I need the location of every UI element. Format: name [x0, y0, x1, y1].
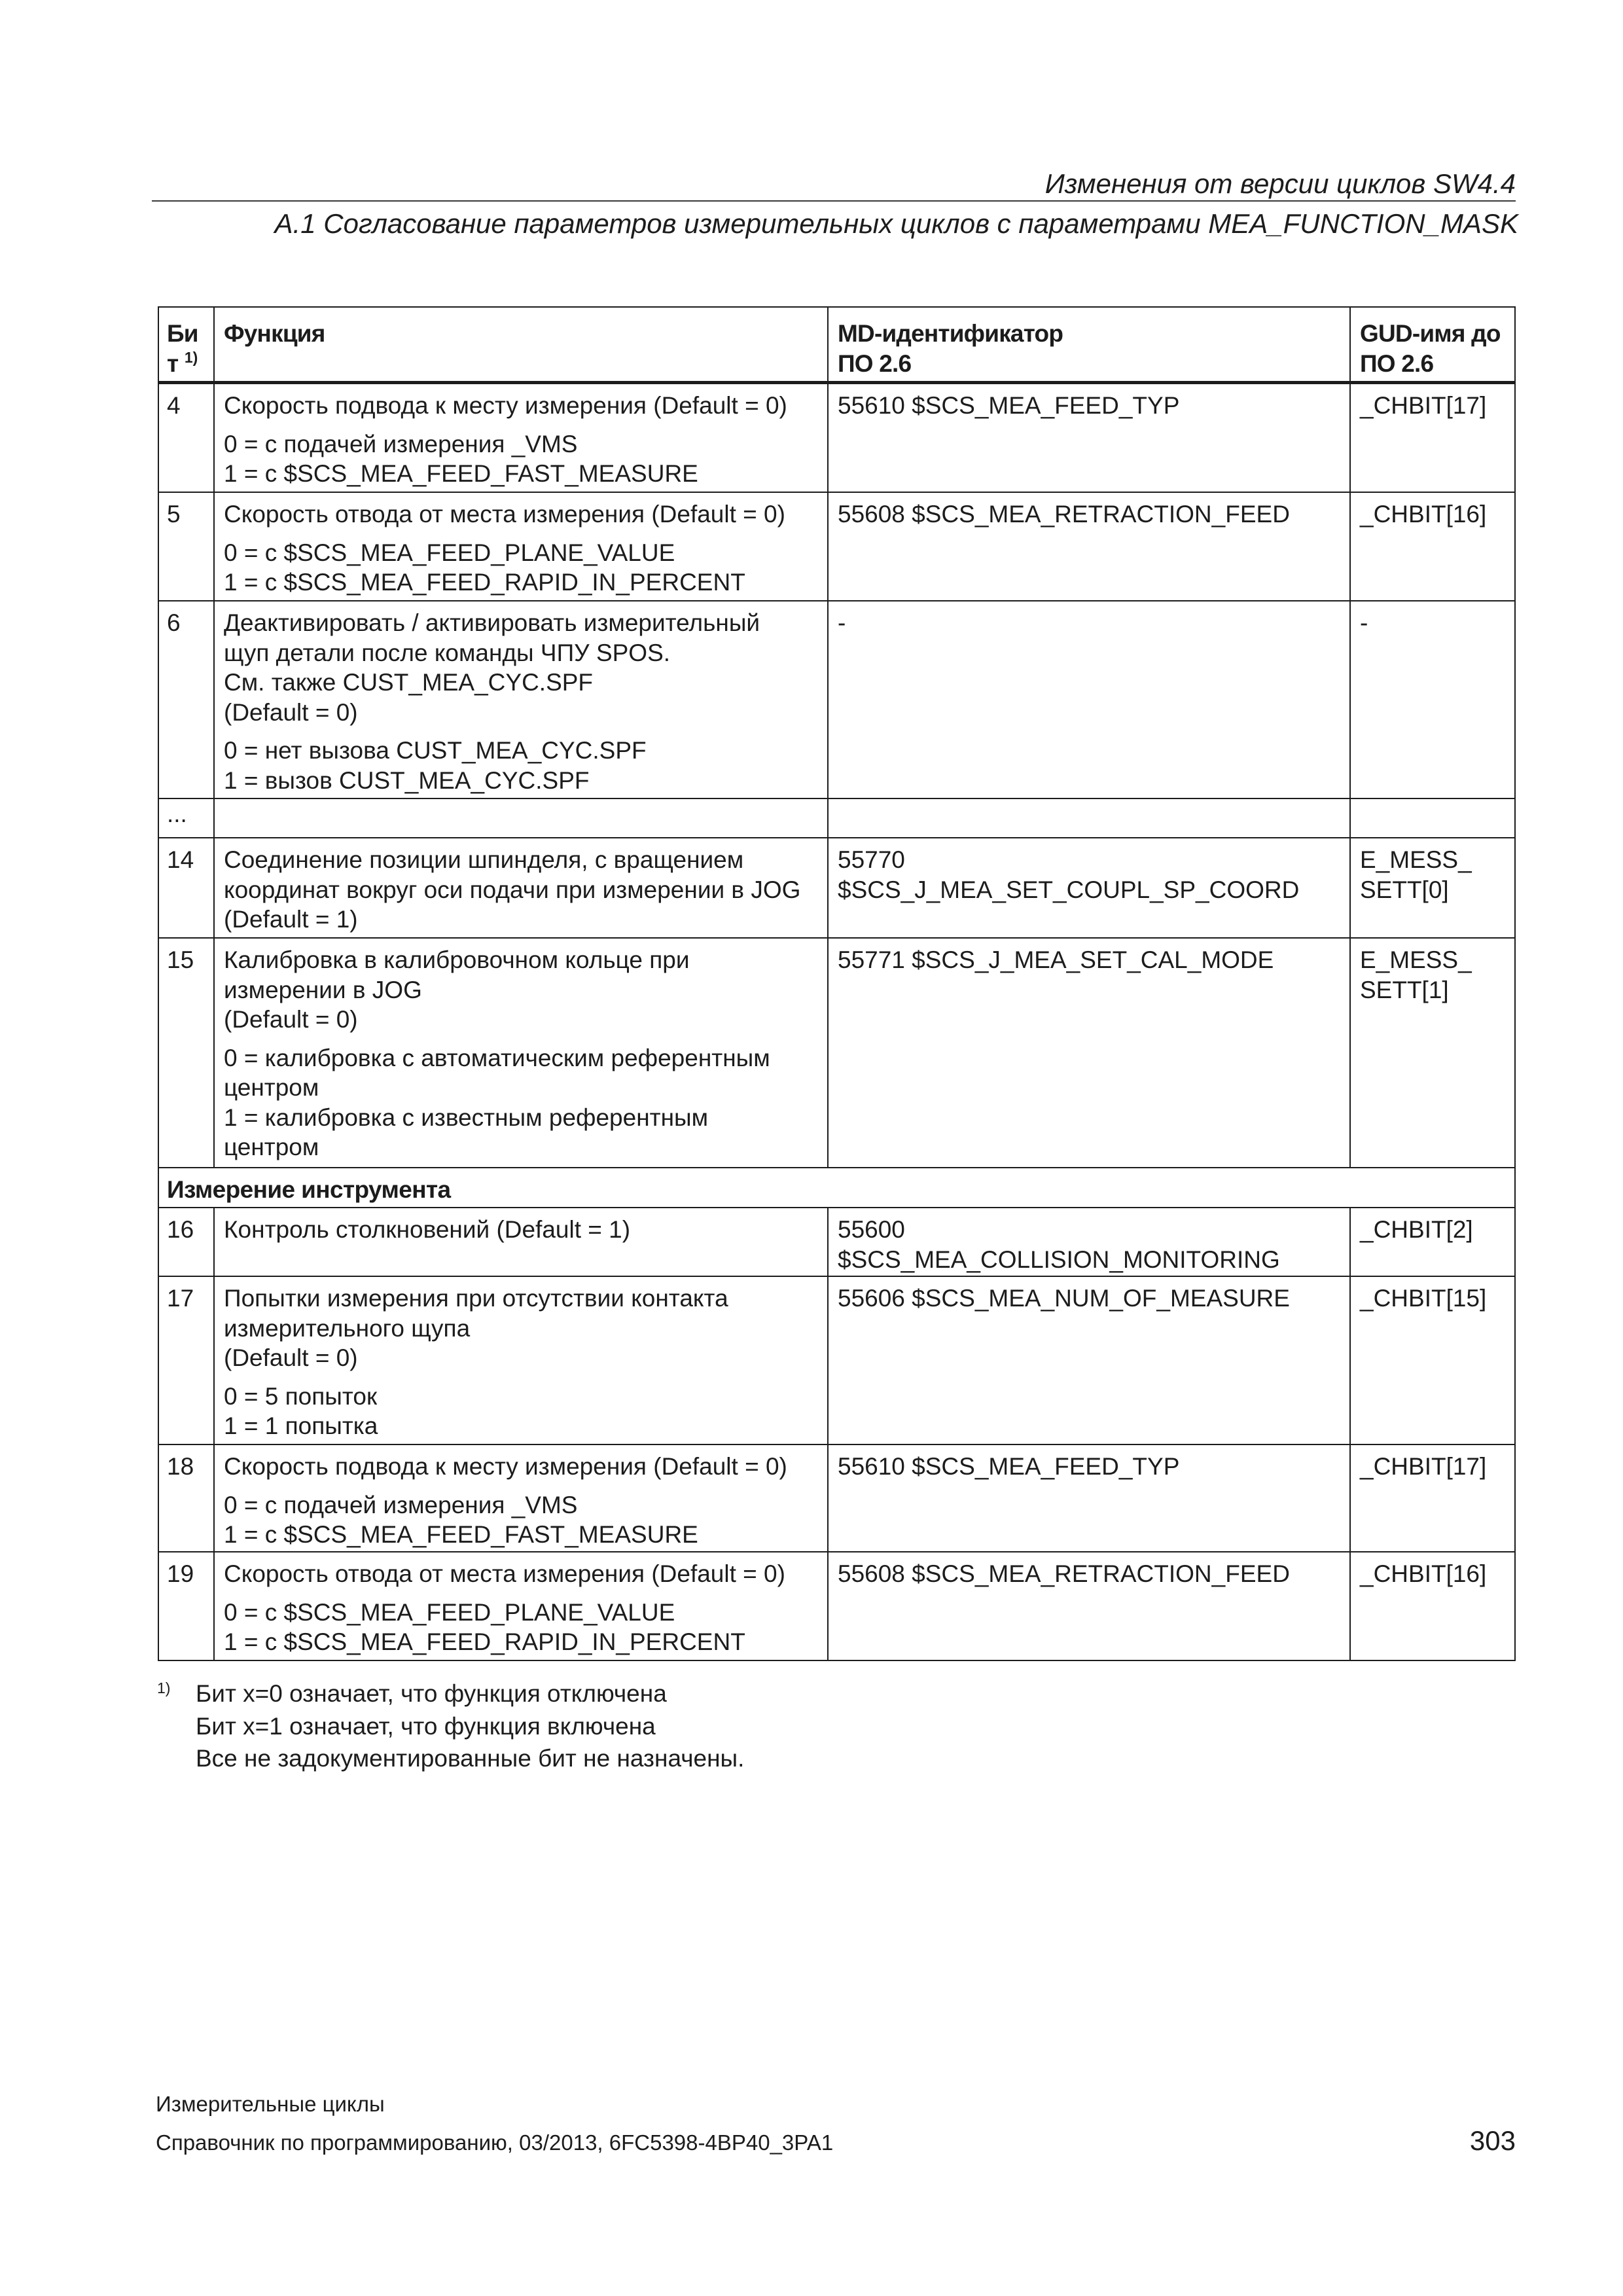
function-cell	[215, 493, 829, 600]
bit-number: 19	[167, 1560, 194, 1587]
gud-name-cell	[1351, 1552, 1514, 1660]
footnote-line: Все не задокументированные бит не назначены.	[196, 1745, 745, 1772]
bit-cell	[159, 1445, 215, 1551]
md-identifier: 55608 $SCS_MEA_RETRACTION_FEED	[838, 1560, 1290, 1587]
md-identifier: 55600	[838, 1216, 905, 1243]
function-options	[224, 1043, 823, 1162]
gud-name-cell	[1351, 1277, 1514, 1444]
bit-cell	[159, 1277, 215, 1444]
gud-name: E_MESS_	[1360, 946, 1472, 973]
function-line: центром	[224, 1074, 319, 1101]
bit-number: 6	[167, 609, 181, 636]
md-identifier-cell	[829, 1552, 1351, 1660]
function-cell	[215, 1445, 829, 1551]
table-section-title: Измерение инструмента	[167, 1176, 451, 1203]
footer-reference: Справочник по программированию, 03/2013, 6FC5398-4BP40_3PA1	[156, 2130, 834, 2155]
function-line: центром	[224, 1134, 319, 1160]
gud-name: _CHBIT[16]	[1360, 1560, 1487, 1587]
footer-book-title: Измерительные циклы	[156, 2092, 385, 2116]
gud-name-cell	[1351, 1208, 1514, 1276]
function-line: 1 = с $SCS_MEA_FEED_FAST_MEASURE	[224, 1521, 698, 1548]
column-header-function-label: Функция	[224, 320, 325, 347]
function-options	[224, 1490, 823, 1550]
function-description	[224, 1559, 823, 1589]
function-line: щуп детали после команды ЧПУ SPOS.	[224, 639, 671, 666]
bit-cell	[159, 939, 215, 1167]
footnote-line: Бит x=0 означает, что функция отключена	[196, 1680, 667, 1707]
column-header-bit	[159, 308, 215, 381]
function-line: Скорость подвода к месту измерения (Default = 0)	[224, 392, 787, 419]
gud-name-cell	[1351, 799, 1514, 837]
md-identifier: 55608 $SCS_MEA_RETRACTION_FEED	[838, 501, 1290, 528]
bit-cell	[159, 1208, 215, 1276]
md-identifier: $SCS_MEA_COLLISION_MONITORING	[838, 1246, 1280, 1273]
gud-name: E_MESS_	[1360, 846, 1472, 873]
footnote-text	[196, 1677, 744, 1775]
gud-name: SETT[1]	[1360, 976, 1449, 1003]
function-line: 1 = с $SCS_MEA_FEED_RAPID_IN_PERCENT	[224, 1628, 745, 1655]
function-line: Контроль столкновений (Default = 1)	[224, 1216, 631, 1243]
table-row	[159, 1208, 1514, 1277]
function-line: Скорость отвода от места измерения (Default = 0)	[224, 1560, 785, 1587]
table-row	[159, 1552, 1514, 1660]
gud-name-cell	[1351, 493, 1514, 600]
function-options	[224, 736, 823, 795]
md-identifier-cell	[829, 1208, 1351, 1276]
column-header-bit-text: т	[167, 350, 179, 377]
function-line: (Default = 0)	[224, 1344, 358, 1371]
bit-number: 16	[167, 1216, 194, 1243]
bit-cell	[159, 1552, 215, 1660]
function-cell	[215, 838, 829, 937]
function-cell	[215, 1277, 829, 1444]
gud-name: -	[1360, 609, 1368, 636]
function-options	[224, 429, 823, 489]
footnote-line: Бит x=1 означает, что функция включена	[196, 1712, 656, 1740]
md-identifier: 55770	[838, 846, 905, 873]
table-row	[159, 601, 1514, 799]
table-row	[159, 838, 1514, 939]
gud-name-cell	[1351, 838, 1514, 937]
md-identifier: 55606 $SCS_MEA_NUM_OF_MEASURE	[838, 1285, 1290, 1312]
header-rule	[152, 200, 1516, 202]
md-identifier-cell	[829, 1277, 1351, 1444]
column-header-bit-line	[167, 349, 209, 382]
column-header-gud-line: ПО 2.6	[1360, 350, 1434, 377]
md-identifier-cell	[829, 493, 1351, 600]
function-line: 0 = калибровка с автоматическим референтным	[224, 1044, 770, 1071]
mea-function-mask-table	[158, 306, 1516, 1661]
function-description	[224, 945, 823, 1035]
function-description	[224, 608, 823, 727]
function-line: (Default = 1)	[224, 906, 358, 933]
function-cell	[215, 1552, 829, 1660]
gud-name-cell	[1351, 939, 1514, 1167]
function-line: измерительного щупа	[224, 1314, 471, 1342]
table-row	[159, 384, 1514, 493]
md-identifier-cell	[829, 838, 1351, 937]
md-identifier-cell	[829, 1445, 1351, 1551]
bit-number: 15	[167, 946, 194, 973]
function-description	[224, 1215, 823, 1245]
column-header-md	[829, 308, 1351, 381]
function-cell	[215, 799, 829, 837]
function-line: 1 = вызов CUST_MEA_CYC.SPF	[224, 766, 590, 794]
md-identifier: $SCS_J_MEA_SET_COUPL_SP_COORD	[838, 876, 1300, 903]
md-identifier: 55610 $SCS_MEA_FEED_TYP	[838, 1453, 1180, 1480]
page-number: 303	[1469, 2125, 1516, 2156]
footnote-marker: 1)	[157, 1679, 171, 1696]
column-header-gud	[1351, 308, 1514, 381]
function-line: Соединение позиции шпинделя, с вращением	[224, 846, 744, 873]
table-row	[159, 493, 1514, 601]
function-line: 0 = с подачей измерения _VMS	[224, 430, 578, 457]
bit-cell	[159, 384, 215, 492]
gud-name: SETT[0]	[1360, 876, 1449, 903]
column-header-md-line: MD-идентификатор	[838, 320, 1063, 347]
chapter-title: Изменения от версии циклов SW4.4	[1044, 168, 1516, 199]
function-line: 0 = 5 попыток	[224, 1382, 378, 1410]
function-line: Деактивировать / активировать измерительный	[224, 609, 760, 636]
function-description	[224, 1452, 823, 1482]
table-row-ellipsis	[159, 799, 1514, 838]
bit-cell	[159, 601, 215, 798]
function-description	[224, 1283, 823, 1373]
function-line: Скорость подвода к месту измерения (Default = 0)	[224, 1453, 787, 1480]
function-line: 1 = калибровка с известным референтным	[224, 1103, 709, 1131]
md-identifier-cell	[829, 939, 1351, 1167]
gud-name: _CHBIT[16]	[1360, 501, 1487, 528]
md-identifier: 55610 $SCS_MEA_FEED_TYP	[838, 392, 1180, 419]
bit-number: 17	[167, 1285, 194, 1312]
gud-name-cell	[1351, 601, 1514, 798]
function-cell	[215, 601, 829, 798]
function-line: 1 = с $SCS_MEA_FEED_FAST_MEASURE	[224, 460, 698, 487]
function-line: (Default = 0)	[224, 698, 358, 726]
function-line: измерении в JOG	[224, 976, 422, 1003]
function-options	[224, 1382, 823, 1441]
md-identifier: 55771 $SCS_J_MEA_SET_CAL_MODE	[838, 946, 1274, 973]
gud-name: _CHBIT[2]	[1360, 1216, 1473, 1243]
table-section-row	[159, 1168, 1514, 1208]
function-line: 0 = с $SCS_MEA_FEED_PLANE_VALUE	[224, 1598, 675, 1626]
function-description	[224, 499, 823, 529]
md-identifier: -	[838, 609, 846, 636]
bit-ellipsis: ...	[167, 800, 187, 827]
md-identifier-cell	[829, 384, 1351, 492]
bit-number: 4	[167, 392, 181, 419]
gud-name: _CHBIT[15]	[1360, 1285, 1487, 1312]
column-header-bit-line: Би	[167, 320, 198, 347]
column-header-gud-line: GUD-имя до	[1360, 320, 1501, 347]
function-cell	[215, 384, 829, 492]
bit-cell	[159, 838, 215, 937]
function-description	[224, 845, 823, 935]
section-title: A.1 Согласование параметров измерительных циклов с параметрами MEA_FUNCTION_MASK	[274, 208, 1518, 239]
gud-name-cell	[1351, 384, 1514, 492]
function-options	[224, 538, 823, 598]
bit-cell	[159, 799, 215, 837]
table-header-row	[159, 308, 1514, 384]
footnote-reference: 1)	[184, 348, 198, 366]
column-header-function	[215, 308, 829, 381]
function-line: координат вокруг оси подачи при измерении в JOG	[224, 876, 801, 903]
bit-cell	[159, 493, 215, 600]
function-options	[224, 1598, 823, 1657]
function-line: 0 = нет вызова CUST_MEA_CYC.SPF	[224, 737, 647, 764]
function-line: (Default = 0)	[224, 1006, 358, 1033]
md-identifier-cell	[829, 601, 1351, 798]
column-header-md-line: ПО 2.6	[838, 350, 912, 377]
function-description	[224, 391, 823, 421]
function-cell	[215, 1208, 829, 1276]
function-line: См. также CUST_MEA_CYC.SPF	[224, 669, 594, 696]
bit-number: 18	[167, 1453, 194, 1480]
bit-number: 5	[167, 501, 181, 528]
function-line: Калибровка в калибровочном кольце при	[224, 946, 690, 973]
gud-name-cell	[1351, 1445, 1514, 1551]
section-cell	[159, 1168, 1514, 1207]
function-line: 0 = с $SCS_MEA_FEED_PLANE_VALUE	[224, 539, 675, 566]
function-line: Попытки измерения при отсутствии контакта	[224, 1285, 728, 1312]
bit-number: 14	[167, 846, 194, 873]
gud-name: _CHBIT[17]	[1360, 392, 1487, 419]
table-row	[159, 1445, 1514, 1552]
function-line: 1 = с $SCS_MEA_FEED_RAPID_IN_PERCENT	[224, 569, 745, 596]
function-cell	[215, 939, 829, 1167]
table-row	[159, 1277, 1514, 1445]
table-row	[159, 939, 1514, 1168]
function-line: Скорость отвода от места измерения (Default = 0)	[224, 501, 785, 528]
gud-name: _CHBIT[17]	[1360, 1453, 1487, 1480]
function-line: 1 = 1 попытка	[224, 1412, 378, 1439]
function-line: 0 = с подачей измерения _VMS	[224, 1491, 578, 1518]
md-identifier-cell	[829, 799, 1351, 837]
